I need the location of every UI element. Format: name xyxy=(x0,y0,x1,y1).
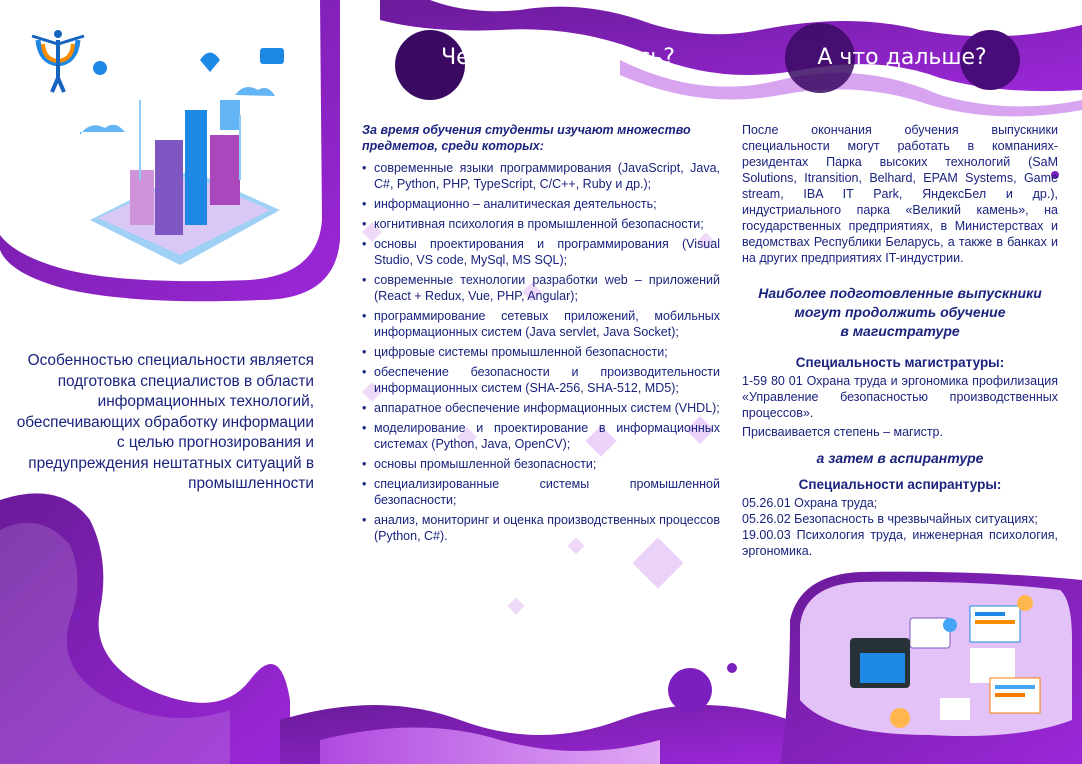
list-item: • современные технологии разработки web – приложений (React + Redux, Vue, PHP, Angular); xyxy=(362,272,720,304)
postgrad-list xyxy=(742,495,1058,559)
list-item: 05.26.01 Охрана труда; xyxy=(742,496,878,510)
masters-spec-title: Специальность магистратуры: xyxy=(795,355,1005,370)
masters-callout xyxy=(742,284,1058,341)
degree-text: Присваивается степень – магистр. xyxy=(742,425,943,439)
list-item: • когнитивная психология в промышленной безопасности; xyxy=(362,216,720,232)
list-item: • программирование сетевых приложений, мобильных информационных систем (Java servlet, Java Socket); xyxy=(362,308,720,340)
list-item: • основы проектирования и программирования (Visual Studio, VS code, MySql, MS SQL); xyxy=(362,236,720,268)
postgrad-heading: а затем в аспирантуре xyxy=(816,450,984,466)
list-item: • аппаратное обеспечение информационных систем (VHDL); xyxy=(362,400,720,416)
list-item: • современные языки программирования (JavaScript, Java, C#, Python, PHP, TypeScript, C/C++, Ruby и др.); xyxy=(362,160,720,192)
list-item: 19.00.03 Психология труда, инженерная психология, эргономика. xyxy=(742,528,1058,558)
specialty-description: Особенностью специальности является подготовка специалистов в области информационных технологий, обеспечивающих обработку информации с целью прогнозирования и предупреждения нештатных ситуаций в промышленности xyxy=(16,352,314,492)
masters-spec-text: 1-59 80 01 Охрана труда и эргономика профилизация «Управление безопасностью производственных процессов». xyxy=(742,374,1058,420)
team-working-with-laptops-illustration xyxy=(840,588,1070,738)
heading-what-next: А что дальше? xyxy=(817,45,987,70)
list-item: • информационно – аналитическая деятельность; xyxy=(362,196,720,212)
list-item: • специализированные системы промышленной безопасности; xyxy=(362,476,720,508)
list-item: • цифровые системы промышленной безопасности; xyxy=(362,344,720,360)
list-item: • основы промышленной безопасности; xyxy=(362,456,720,472)
masters-line-1: Наиболее подготовленные выпускники xyxy=(758,285,1042,301)
subjects-list xyxy=(362,160,720,548)
list-item: • анализ, мониторинг и оценка производственных процессов (Python, C#). xyxy=(362,512,720,544)
list-item: • обеспечение безопасности и производительности информационных систем (SHA-256, SHA-512, MD5); xyxy=(362,364,720,396)
heading-what-you-learn: Чему вы научитесь? xyxy=(441,45,675,70)
career-paragraph: После окончания обучения выпускники специальности могут работать в компаниях-резидентах Парка высоких технологий (SaM Solutions, Itransition, Belhard, EPAM Systems, Game stream, IBA IT Park, ЯндексБел и др.), индустриального парка «Великий камень», на государственных предприятиях, в Министерствах и ведомствах Республики Беларусь, а также в банках и на других предприятиях IT-индустрии. xyxy=(742,123,1058,265)
masters-line-3: в магистратуре xyxy=(840,323,960,339)
subjects-intro: За время обучения студенты изучают множество предметов, среди которых: xyxy=(362,123,691,153)
list-item: • моделирование и проектирование в информационных системах (Python, Java, OpenCV); xyxy=(362,420,720,452)
postgrad-title: Специальности аспирантуры: xyxy=(798,477,1002,492)
masters-line-2: могут продолжить обучение xyxy=(794,304,1006,320)
list-item: 05.26.02 Безопасность в чрезвычайных ситуациях; xyxy=(742,512,1038,526)
smart-city-on-tablet-illustration xyxy=(70,40,290,270)
